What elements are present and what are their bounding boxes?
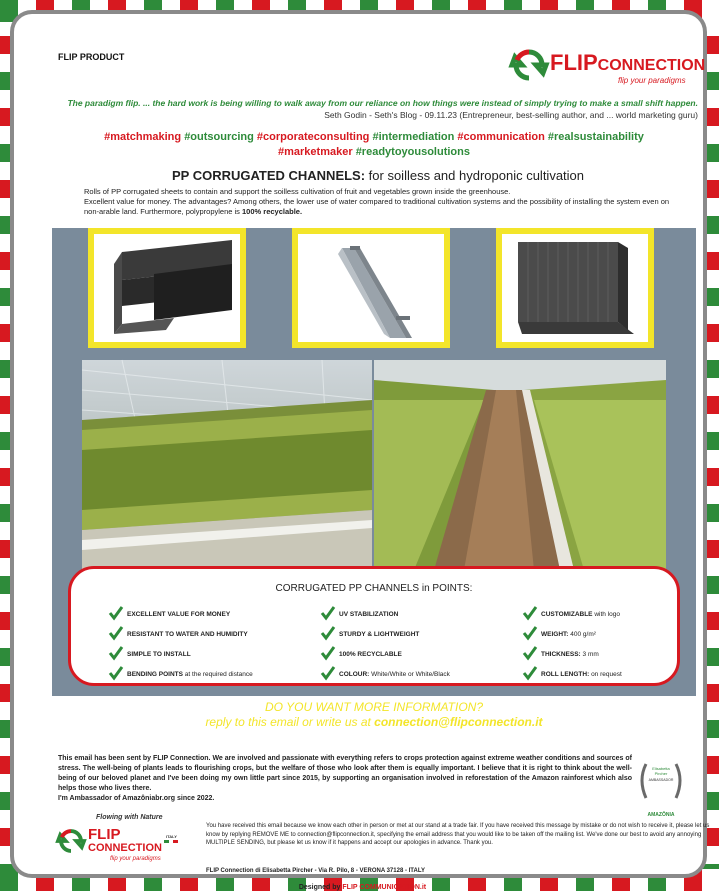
- point-item: [541, 651, 599, 658]
- point-item: [339, 671, 450, 678]
- checkmark-icon: [321, 606, 335, 620]
- designed-prefix: Designed by: [298, 884, 343, 891]
- footer-logo-italy: ITALY: [166, 834, 177, 839]
- italy-flag-icon: [164, 840, 178, 843]
- white-channel-image: [298, 234, 444, 342]
- point-item: [339, 651, 402, 658]
- designed-brand-1[interactable]: FLIP: [342, 884, 360, 891]
- cta-contact: [52, 715, 696, 729]
- cta-question: DO YOU WANT MORE INFORMATION?: [264, 700, 483, 714]
- point-detail: with logo: [592, 611, 620, 618]
- point-label: 100% RECYCLABLE: [339, 651, 402, 658]
- product-intro: [84, 187, 684, 217]
- footer-logo-connection: CONNECTION: [88, 842, 162, 854]
- footer-body: [58, 754, 632, 804]
- point-label: WEIGHT:: [541, 631, 569, 638]
- point-label: SIMPLE TO INSTALL: [127, 651, 191, 658]
- point-item: [339, 611, 398, 618]
- hashtag: #readytoyousolutions: [355, 146, 470, 158]
- point-item: [127, 651, 191, 658]
- product-image-channel-white: [292, 228, 450, 348]
- points-card: [68, 566, 680, 686]
- logo-word-connection: CONNECTION: [597, 57, 706, 74]
- intro-recyclable: 100% recyclable.: [242, 207, 303, 216]
- intro-line-2: Excellent value for money. The advantages? Among others, the lower use of water compared to traditional cultivation systems and the possibility of installing the system even on non-arable land. Furthermore, polypropylene is: [84, 197, 670, 216]
- point-detail: White/White or White/Black: [369, 671, 450, 678]
- cta-prefix: reply to this email or write us at: [205, 715, 375, 729]
- designed-brand-2[interactable]: COMMUNICATION: [359, 884, 420, 891]
- checkmark-icon: [109, 626, 123, 640]
- quote-author: Seth Godin - Seth's Blog - 09.11.23 (Entrepreneur, best-selling author, and ... world marketing guru): [324, 110, 698, 120]
- point-item: [541, 631, 596, 638]
- point-item: [127, 631, 248, 638]
- footer-flip-logo[interactable]: [58, 814, 198, 872]
- seal-line1: Elisabetta: [652, 766, 670, 771]
- point-label: RESISTANT TO WATER AND HUMIDITY: [127, 631, 248, 638]
- greenhouse-right-image: [374, 360, 666, 570]
- point-label: STURDY & LIGHTWEIGHT: [339, 631, 420, 638]
- footer-ambassador: I'm Ambassador of Amazôniabr.org since 2022.: [58, 795, 215, 802]
- footer-disclaimer: You have received this email because we know each other in person or met at our stand at a trade fair. If you have received this message by mistake or do not wish to receive it, please let us know by replying REMOVE ME to connection@flipconnection.it, specifying the email address that you would like to be taken off the mailing list. We've done our best to avoid any annoying MULTIPLE SENDING, but please let us know if it happens and accept our apologies in advance. Thank you.: [206, 823, 710, 846]
- footer-address: FLIP Connection di Elisabetta Pircher - Via R. Pilo, 8 - VERONA 37128 - ITALY: [206, 868, 425, 874]
- point-detail: on request: [589, 671, 622, 678]
- logo-word-flip: FLIP: [550, 50, 598, 75]
- product-title-bold: PP CORRUGATED CHANNELS:: [171, 168, 366, 183]
- designed-suffix[interactable]: .it: [419, 884, 427, 891]
- hashtag: #matchmaking: [104, 131, 182, 143]
- point-label: EXCELLENT VALUE FOR MONEY: [127, 611, 231, 618]
- point-label: ROLL LENGTH:: [541, 671, 590, 678]
- checkmark-icon: [523, 666, 537, 680]
- footer-logo-flip: FLIP: [88, 826, 121, 843]
- seal-line2: Pircher: [654, 771, 668, 776]
- point-detail: 3 mm: [580, 651, 599, 658]
- seal-brand: AMAZÔNIA: [647, 812, 675, 818]
- checkmark-icon: [109, 646, 123, 660]
- point-label: UV STABILIZATION: [339, 611, 399, 618]
- point-item: [541, 671, 622, 678]
- points-title: CORRUGATED PP CHANNELS in POINTS:: [275, 583, 473, 594]
- footer-paragraph: This email has been sent by FLIP Connection. We are involved and passionate with everything refers to crops protection against extreme weather conditions and sources of stress. The well-being of plants leads to flourishing crops, but the welfare of those who look after them is equally important. I believe that it is right to think about the well-being of our beloved planet and I've been doing my own little part since 2015, by supporting an organisation involved in reforestation of the Amazon rainforest which also helps those who lives there.: [58, 755, 632, 792]
- point-detail: at the required distance: [182, 671, 253, 678]
- hashtag: #corporateconsulting: [256, 131, 370, 143]
- point-item: [339, 631, 419, 638]
- point-label: THICKNESS:: [541, 651, 581, 658]
- greenhouse-photo-left: [82, 360, 372, 570]
- hashtag: #intermediation: [372, 131, 455, 143]
- hashtag: #marketmaker: [278, 146, 353, 158]
- cta-email-link[interactable]: connection@flipconnection.it: [374, 715, 543, 729]
- quote-text: The paradigm flip. ... the hard work is being willing to walk away from our reliance on how things were instead of simply trying to make a small shift happen.: [67, 98, 698, 108]
- point-item: [127, 611, 230, 618]
- flip-arrows-icon: [58, 828, 84, 854]
- checkmark-icon: [321, 626, 335, 640]
- point-label: COLOUR:: [339, 671, 370, 678]
- checkmark-icon: [523, 626, 537, 640]
- flip-product-label: FLIP PRODUCT: [58, 52, 125, 62]
- greenhouse-photo-right: [374, 360, 666, 570]
- stripe-segment: [702, 0, 719, 22]
- point-item: [541, 611, 620, 618]
- designed-by: [14, 884, 711, 891]
- point-label: BENDING POINTS: [127, 671, 183, 678]
- flip-arrows-icon: [512, 48, 546, 82]
- hashtag: #outsourcing: [184, 131, 254, 143]
- product-panel: [52, 228, 696, 729]
- footer-logo-script: Flowing with Nature: [96, 814, 163, 821]
- hashtag: #realsustainability: [547, 131, 644, 143]
- corrugated-sheet-image: [502, 234, 648, 342]
- product-title: [58, 168, 698, 183]
- product-image-channel-black: [88, 228, 246, 348]
- checkmark-icon: [109, 606, 123, 620]
- footer-logo-tagline: flip your paradigms: [110, 856, 161, 862]
- laurel-seal-icon: [636, 754, 686, 824]
- flip-connection-logo[interactable]: [512, 44, 706, 92]
- hashtag: #communication: [457, 131, 545, 143]
- intro-line-1: Rolls of PP corrugated sheets to contain and support the soilless cultivation of fruit and vegetables grown inside the greenhouse.: [84, 187, 511, 196]
- checkmark-icon: [321, 646, 335, 660]
- seal-line3: AMBASSADOR: [648, 778, 674, 782]
- amazonia-ambassador-seal: [636, 754, 686, 824]
- checkmark-icon: [321, 666, 335, 680]
- black-channel-image: [94, 234, 240, 342]
- greenhouse-left-image: [82, 360, 372, 570]
- hashtags: [74, 130, 674, 160]
- checkmark-icon: [523, 646, 537, 660]
- point-detail: 400 g/m²: [568, 631, 596, 638]
- checkmark-icon: [523, 606, 537, 620]
- point-label: CUSTOMIZABLE: [541, 611, 593, 618]
- checkmark-icon: [109, 666, 123, 680]
- product-image-corrugated-sheet: [496, 228, 654, 348]
- point-item: [127, 671, 253, 678]
- product-title-rest: for soilless and hydroponic cultivation: [365, 168, 585, 183]
- logo-tagline: flip your paradigms: [618, 76, 686, 85]
- newsletter-frame: [10, 10, 710, 891]
